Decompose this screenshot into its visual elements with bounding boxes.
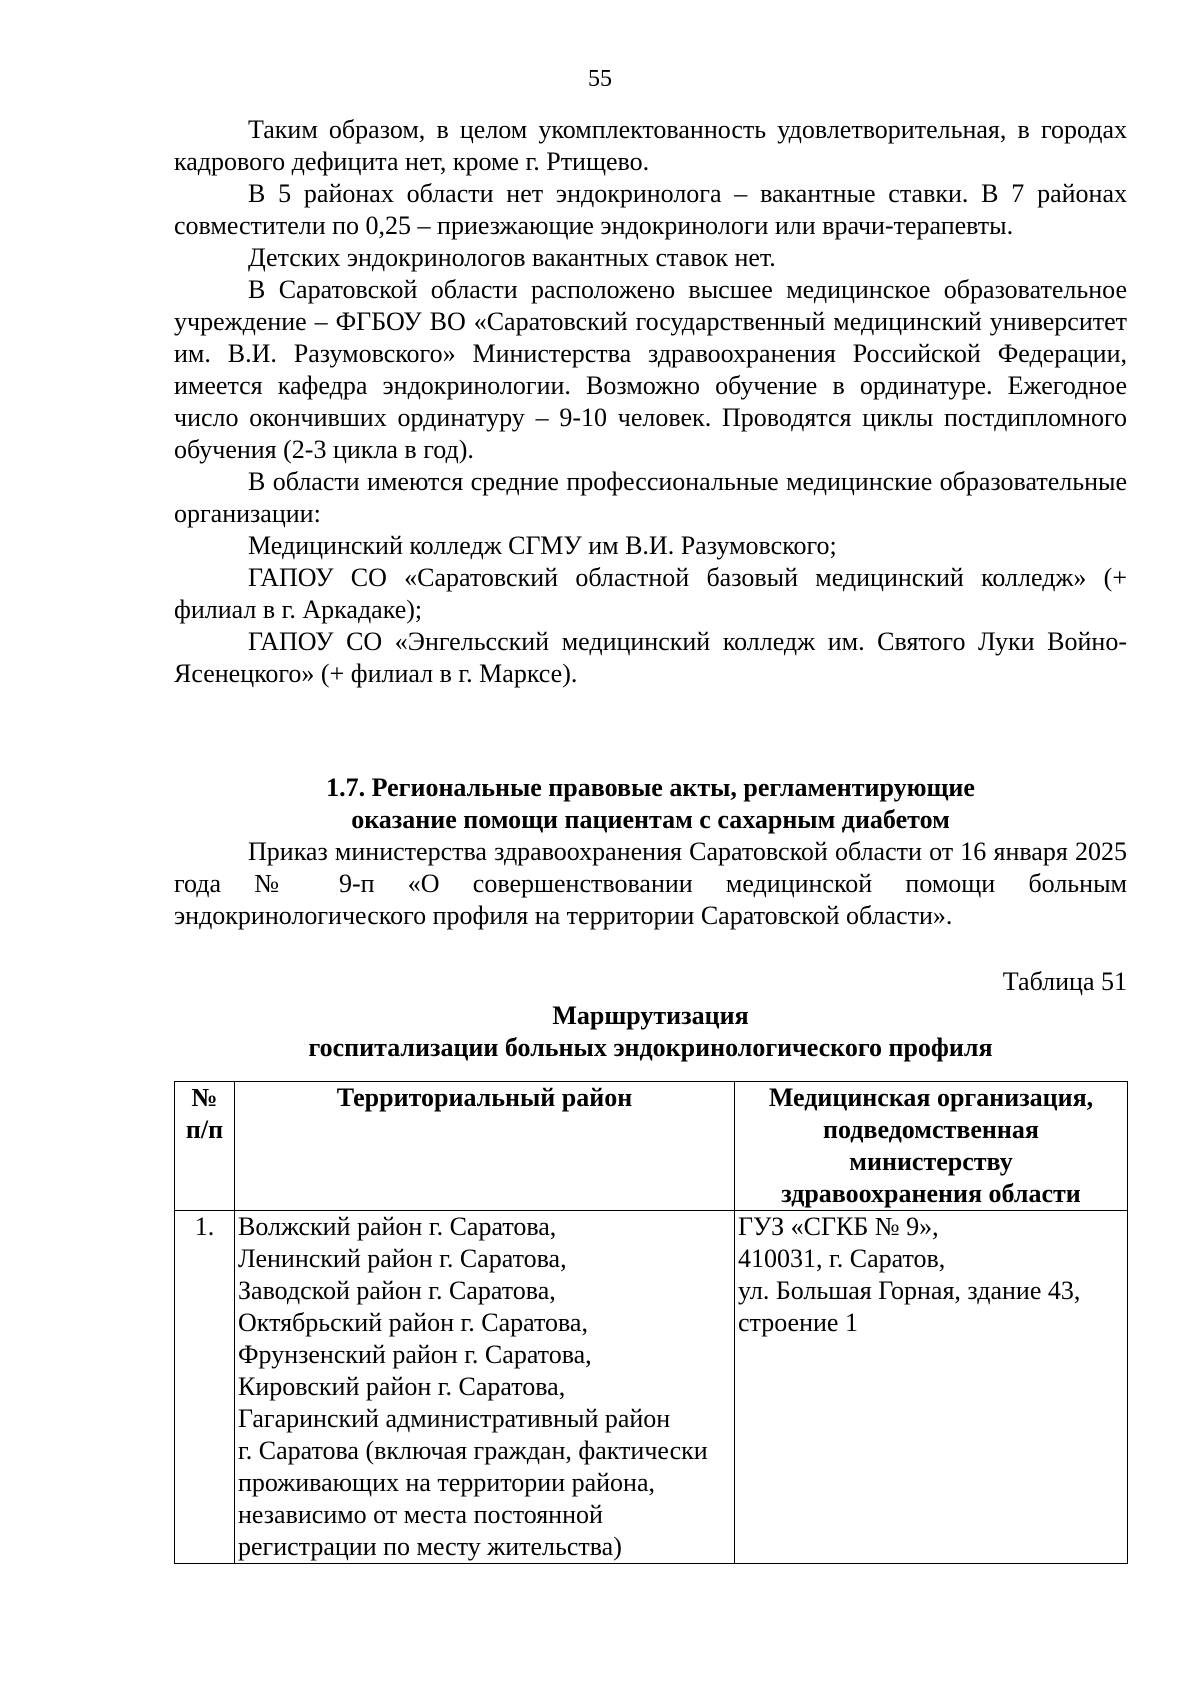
row-organization	[735, 1211, 1128, 1564]
paragraph: Медицинский колледж СГМУ им В.И. Разумовского;	[248, 531, 837, 560]
org-line: ГУЗ «СГКБ № 9»,	[738, 1212, 939, 1241]
section-heading	[174, 772, 1127, 836]
district-line: Кировский район г. Саратова,	[238, 1372, 566, 1401]
table-row	[175, 1211, 1128, 1564]
header-org-line: подведомственная	[823, 1115, 1039, 1144]
paragraph: ГАПОУ СО «Энгельсский медицинский колледж им. Святого Луки Войно-Ясенецкого» (+ филиал в г. Марксе).	[174, 627, 1127, 688]
table-title-line: госпитализации больных эндокринологического профиля	[308, 1033, 993, 1062]
paragraph: В 5 районах области нет эндокринолога – вакантные ставки. В 7 районах совместители по 0,25 – приезжающие эндокринологи или врачи-терапевты.	[174, 179, 1127, 240]
district-line: Заводской район г. Саратова,	[238, 1276, 556, 1305]
header-district	[235, 1082, 735, 1211]
district-line: проживающих на территории района,	[238, 1468, 656, 1497]
section-heading-line: оказание помощи пациентам с сахарным диабетом	[351, 805, 950, 834]
table-title	[174, 1000, 1127, 1064]
district-line: Гагаринский административный район	[238, 1404, 671, 1433]
header-district-label: Территориальный район	[336, 1083, 633, 1112]
paragraph: Детских эндокринологов вакантных ставок нет.	[248, 243, 776, 272]
header-num-line: №	[191, 1083, 218, 1112]
header-num-line: п/п	[185, 1115, 224, 1144]
row-district	[235, 1211, 735, 1564]
table-title-line: Маршрутизация	[552, 1001, 749, 1030]
paragraph: ГАПОУ СО «Саратовский областной базовый медицинский колледж» (+ филиал в г. Аркадаке);	[174, 563, 1127, 624]
district-line: г. Саратова (включая граждан, фактически	[238, 1436, 708, 1465]
table-caption: Таблица 51	[1002, 967, 1127, 996]
district-line: Фрунзенский район г. Саратова,	[238, 1340, 592, 1369]
routing-table	[174, 1081, 1128, 1564]
order-text	[174, 836, 1127, 932]
section-heading-line: 1.7. Региональные правовые акты, регламентирующие	[326, 773, 975, 802]
paragraph: В области имеются средние профессиональные медицинские образовательные организации:	[174, 467, 1127, 528]
table-header-row	[175, 1082, 1128, 1211]
header-org-line: здравоохранения области	[781, 1179, 1081, 1208]
org-line: 410031, г. Саратов,	[738, 1244, 946, 1273]
district-line: независимо от места постоянной	[238, 1500, 603, 1529]
paragraph: Таким образом, в целом укомплектованность удовлетворительная, в городах кадрового дефицита нет, кроме г. Ртищево.	[174, 115, 1127, 176]
row-number: 1.	[175, 1211, 235, 1564]
district-line: Волжский район г. Саратова,	[238, 1212, 557, 1241]
district-line: Октябрьский район г. Саратова,	[238, 1308, 588, 1337]
header-org-line: Медицинская организация,	[768, 1083, 1094, 1112]
district-line: регистрации по месту жительства)	[238, 1532, 622, 1561]
org-line: строение 1	[738, 1308, 858, 1337]
header-organization	[735, 1082, 1128, 1211]
header-org-line: министерству	[849, 1147, 1013, 1176]
header-num	[175, 1082, 235, 1211]
body-text	[174, 114, 1127, 690]
page-number: 55	[588, 66, 612, 92]
paragraph: В Саратовской области расположено высшее медицинское образовательное учреждение – ФГБОУ ВО «Саратовский государственный медицинский университет им. В.И. Разумовского» Министерства здравоохранения Российской Федерации, имеется кафедра эндокринологии. Возможно обучение в ординатуре. Ежегодное число окончивших ординатуру – 9-10 человек. Проводятся циклы постдипломного обучения (2-3 цикла в год).	[174, 275, 1127, 464]
org-line: ул. Большая Горная, здание 43,	[738, 1276, 1081, 1305]
district-line: Ленинский район г. Саратова,	[238, 1244, 567, 1273]
paragraph: Приказ министерства здравоохранения Саратовской области от 16 января 2025 года № 9-п «О совершенствовании медицинской помощи больным эндокринологического профиля на территории Саратовской области».	[174, 837, 1127, 930]
